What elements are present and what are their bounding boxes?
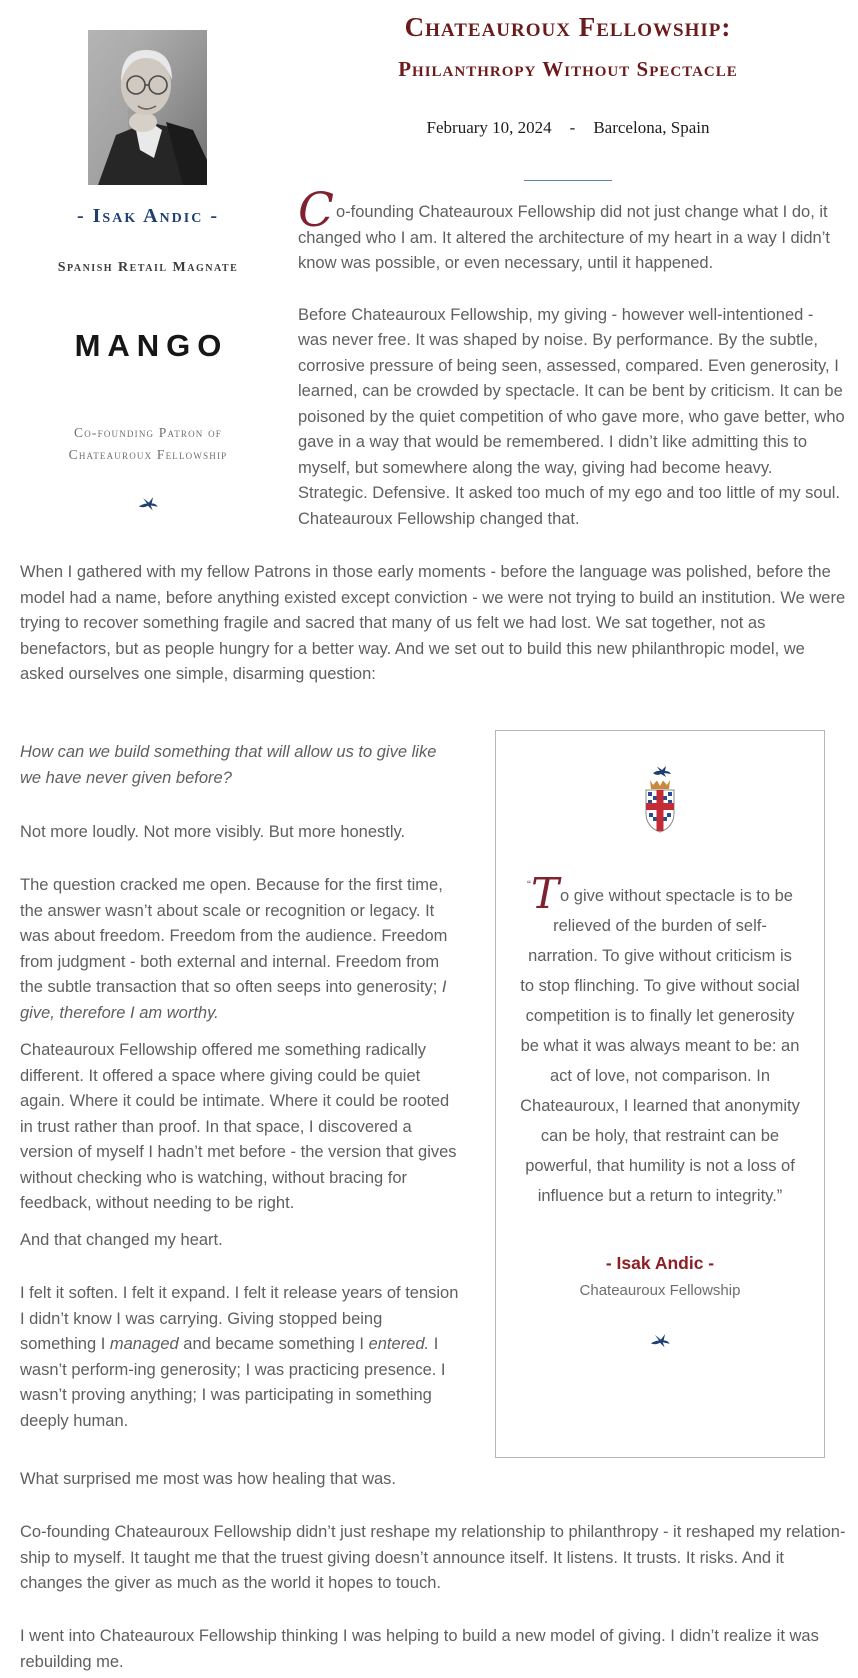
paragraph-felt-italic-2: entered. (368, 1335, 430, 1353)
mango-logo: MANGO (74, 328, 229, 363)
person-role: Spanish Retail Magnate (57, 260, 239, 275)
open-quote-mark: “ (527, 878, 531, 892)
paragraph-question: How can we build something that will allow us to give like we have never given before? (20, 743, 437, 787)
page-title: Chateauroux Fellowship: (404, 12, 732, 42)
dropcap-c: C (298, 183, 334, 238)
pull-quote-box (495, 730, 825, 1458)
dateline (288, 118, 848, 138)
quote-attribution: - Isak Andic - (605, 1253, 715, 1273)
page-subtitle: Philanthropy Without Spectacle (398, 57, 738, 81)
paragraph-felt-text-1: I felt it soften. I felt it expand. I felt it release years of tension I didn’t know I was carrying. Giving stopped being something I (20, 1284, 459, 1353)
patron-title (0, 422, 296, 466)
intro-paragraph-1 (298, 183, 846, 277)
paragraph-felt (20, 1281, 462, 1434)
paragraph-cracked-open (20, 873, 462, 1026)
paragraph-cofounding: Co-founding Chateauroux Fellowship didn’t just reshape my relationship to philanthropy - it reshaped my relation-ship to myself. It taught me that the truest giving doesn’t announce itself. It listens. It trusts. It risks. And it changes the giver as much as the world it hopes to touch. (20, 1523, 846, 1592)
date-separator: - (569, 118, 576, 137)
paragraph-cracked-text: The question cracked me open. Because for the first time, the answer wasn’t about scale or recognition or legacy. It was about freedom. Freedom from the audience. Freedom from judgment - both external and internal. Freedom from the subtle transaction that so often seeps into generosity; (20, 876, 448, 996)
paragraph-honestly: Not more loudly. Not more visibly. But more honestly. (20, 823, 406, 841)
paragraph-when-gathered: When I gathered with my fellow Patrons in those early moments - before the language was polished, before the model had a name, before anything existed except conviction - we were not trying to build an institution. We were trying to recover something fragile and sacred that many of us felt we had lost. We sat together, not as benefactors, but as people hungry for a better way. And we set out to build this new philanthropic model, we asked ourselves one simple, disarming question: (20, 563, 846, 683)
header-divider (524, 180, 612, 181)
portrait-photo-illustration (88, 30, 207, 185)
paragraph-changed-heart: And that changed my heart. (20, 1231, 223, 1249)
portrait-photo (88, 30, 207, 185)
quote-organization: Chateauroux Fellowship (579, 1282, 741, 1299)
quote-text (520, 870, 800, 1211)
paragraph-felt-italic-1: managed (109, 1335, 179, 1353)
paragraph-cracked-italic: I give, therefore I am worthy. (20, 978, 447, 1022)
intro-column (298, 183, 846, 532)
person-name: - Isak Andic - (76, 205, 219, 227)
heraldic-crest-icon (496, 765, 824, 842)
intro-paragraph-2: Before Chateauroux Fellowship, my giving - however well-intentioned - was never free. It was shaped by noise. By performance. By the subtle, corrosive pressure of being seen, assessed, compared. Even generosity, I learned, can be crowded by spectacle. It can be bent by criticism. It can be poisoned by the quiet competition of who gave more, who gave better, who gave in a way that would be remembered. I didn’t like admitting this to myself, but somewhere along the way, giving had become heavy. Strategic. Defensive. It asked too much of my ego and too little of my soul. Chateauroux Fellowship changed that. (298, 305, 845, 528)
intro-paragraph-1-text: o-founding Chateauroux Fellowship did not just change what I do, it changed who I am. It altered the architecture of my heart in a way I didn’t know was possible, or even necessary, until it happened. (298, 203, 830, 272)
paragraph-felt-text-2: and became something I (178, 1335, 369, 1353)
paragraph-felt-text-3: I wasn’t perform-ing generosity; I was practicing presence. I wasn’t proving anything; I was participating in something deeply human. (20, 1335, 446, 1430)
swallow-bird-icon (137, 496, 159, 516)
paragraph-went-into: I went into Chateauroux Fellowship thinking I was helping to build a new model of giving. I didn’t realize it was rebuilding me. (20, 1627, 819, 1671)
patron-line-2: Chateauroux Fellowship (68, 447, 228, 462)
paragraph-surprised: What surprised me most was how healing that was. (20, 1470, 396, 1488)
patron-line-1: Co-founding Patron of (74, 425, 222, 440)
dropcap-t: T (531, 869, 560, 918)
header (288, 12, 848, 181)
paragraph-offered: Chateauroux Fellowship offered me something radically different. It offered a space where giving could be quiet again. Where it could be intimate. Where it could be rooted in trust rather than proof. In that space, I discovered a version of myself I hadn’t met before - the version that gives without checking who is watching, without bracing for feedback, without needing to be right. (20, 1041, 457, 1212)
location-text: Barcelona, Spain (593, 118, 710, 137)
swallow-bird-icon (649, 1333, 671, 1353)
date-text: February 10, 2024 (426, 118, 552, 137)
author-sidebar (0, 205, 296, 516)
quote-body-text: o give without spectacle is to be relieved of the burden of self-narration. To give without criticism is to stop flinching. To give without social competition is to finally let generosity be what it was always meant to be: an act of love, not comparison. In Chateauroux, I learned that anonymity can be holy, that restraint can be powerful, that humility is not a loss of influence but a return to integrity.” (520, 887, 800, 1205)
